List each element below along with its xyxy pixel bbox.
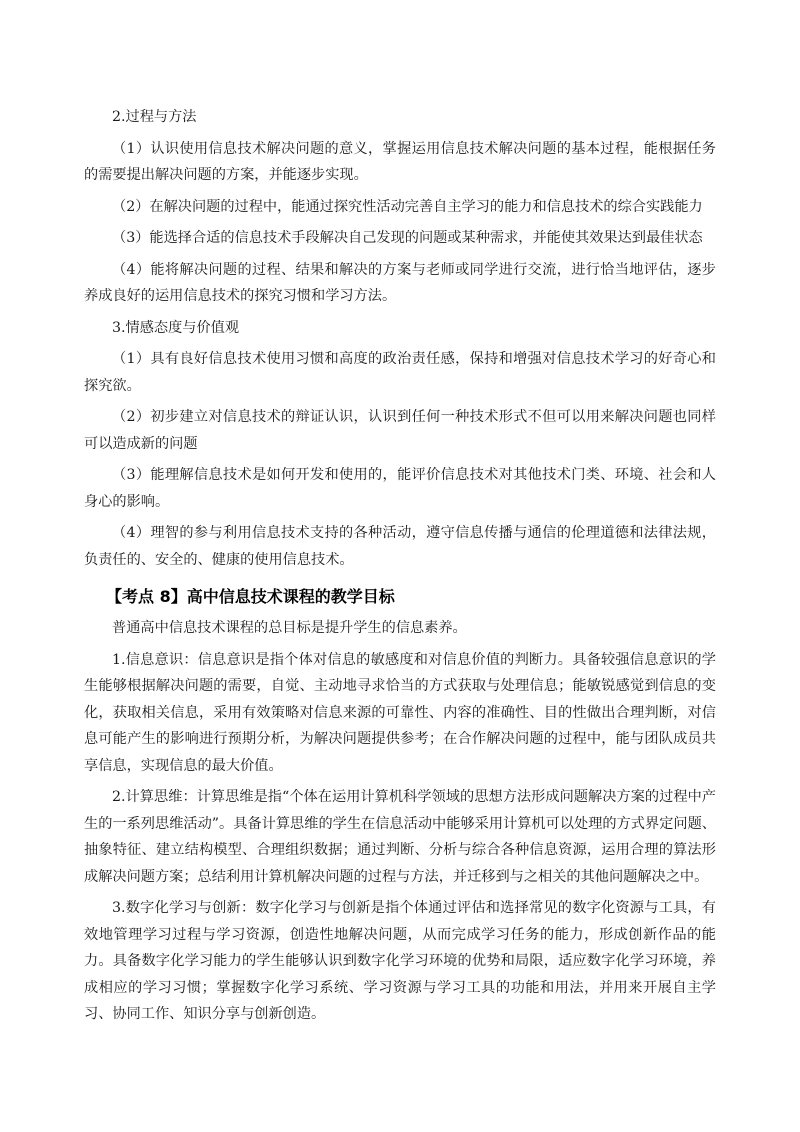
process-item-1: （1）认识使用信息技术解决问题的意义，掌握运用信息技术解决问题的基本过程，能根据任务的需要提出解决问题的方案，并能逐步实现。	[84, 140, 716, 183]
document-body	[84, 104, 716, 1028]
section-title-exam-point-8: 【考点 8】高中信息技术课程的教学目标	[106, 587, 395, 606]
process-item-3: （3）能选择合适的信息技术手段解决自己发现的问题或某种需求，并能使其效果达到最佳状态	[112, 230, 703, 246]
literacy-item-computational-thinking: 2.计算思维：计算思维是指“个体在运用计算机科学领域的思想方法形成问题解决方案的过程中产生的一系列思维活动”。具备计算思维的学生在信息活动中能够采用计算机可以处理的方式界定问题、抽象特征、建立结构模型、合理组织数据；通过判断、分析与综合各种信息资源，运用合理的算法形成解决问题方案；总结利用计算机解决问题的过程与方法，并迁移到与之相关的其他问题解决之中。	[84, 789, 716, 885]
process-item-2: （2）在解决问题的过程中，能通过探究性活动完善自主学习的能力和信息技术的综合实践能力	[112, 198, 703, 215]
emotion-item-3: （3）能理解信息技术是如何开发和使用的，能评价信息技术对其他技术门类、环境、社会和人身心的影响。	[84, 467, 716, 510]
heading-emotion-attitude-values: 3.情感态度与价值观	[112, 319, 240, 336]
emotion-item-2: （2）初步建立对信息技术的辩证认识，认识到任何一种技术形式不但可以用来解决问题也同样可以造成新的问题	[84, 409, 716, 452]
overall-goal: 普通高中信息技术课程的总目标是提升学生的信息素养。	[112, 620, 467, 636]
process-item-4: （4）能将解决问题的过程、结果和解决的方案与老师或同学进行交流，进行恰当地评估，逐步养成良好的运用信息技术的探究习惯和学习方法。	[84, 261, 716, 304]
heading-process-and-method: 2.过程与方法	[112, 109, 197, 125]
literacy-item-digital-learning-innovation: 3.数字化学习与创新：数字化学习与创新是指个体通过评估和选择常见的数字化资源与工具，有效地管理学习过程与学习资源，创造性地解决问题，从而完成学习任务的能力，形成创新作品的能力。具备数字化学习能力的学生能够认识到数字化学习环境的优势和局限，适应数字化学习环境，养成相应的学习习惯；掌握数字化学习系统、学习资源与学习工具的功能和用法，并用来开展自主学习、协同工作、知识分享与创新创造。	[84, 900, 716, 1022]
emotion-item-1: （1）具有良好信息技术使用习惯和高度的政治责任感，保持和增强对信息技术学习的好奇心和探究欲。	[84, 351, 716, 394]
emotion-item-4: （4）理智的参与利用信息技术支持的各种活动，遵守信息传播与通信的伦理道德和法律法规，负责任的、安全的、健康的使用信息技术。	[84, 525, 716, 568]
literacy-item-information-awareness: 1.信息意识：信息意识是指个体对信息的敏感度和对信息价值的判断力。具备较强信息意识的学生能够根据解决问题的需要，自觉、主动地寻求恰当的方式获取与处理信息；能敏锐感觉到信息的变化，获取相关信息，采用有效策略对信息来源的可靠性、内容的准确性、目的性做出合理判断，对信息可能产生的影响进行预期分析，为解决问题提供参考；在合作解决问题的过程中，能与团队成员共享信息，实现信息的最大价值。	[84, 651, 716, 774]
